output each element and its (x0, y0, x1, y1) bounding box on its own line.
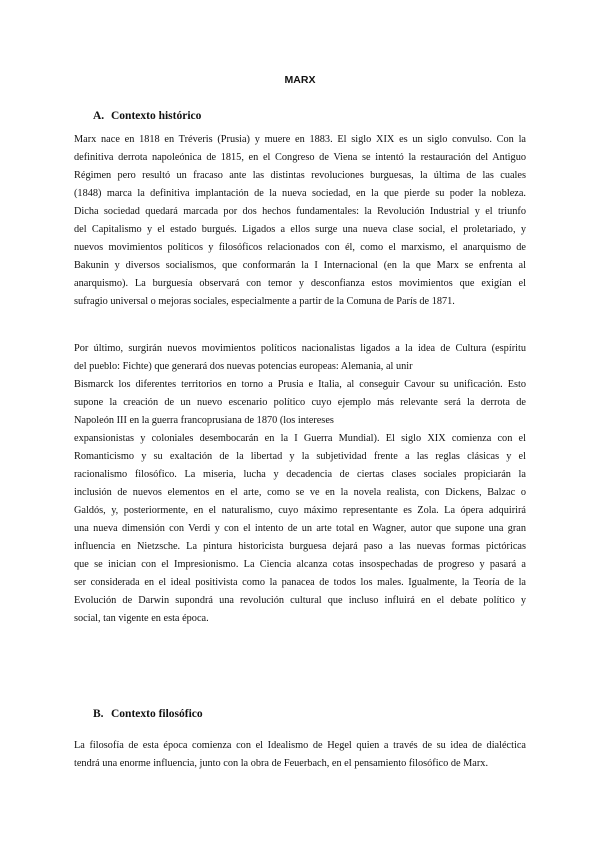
text-line: Evolución de Darwin supondrá una revolución cultural que incluso influirá en el debate político y (74, 595, 526, 606)
section-title: Contexto histórico (111, 110, 202, 122)
text-line: (1848) marca la definitiva implantación de la nueva sociedad, en la que pierde su poder la nobleza. (74, 188, 526, 199)
text-line: una nueva dimensión con Verdi y con el intento de un arte total en Wagner, autor que supone una gran (74, 523, 526, 534)
text-line: ser considerada en el ideal positivista como la panacea de todos los males. Igualmente, la Teoría de la (74, 577, 526, 588)
section-letter: A. (93, 110, 105, 122)
text-line: supone la creación de un nuevo escenario político cuyo ejemplo más relevante será la derrota de (74, 397, 526, 408)
text-line: Régimen pero resultó un fracaso ante las distintas revoluciones burguesas, la última de las cuales (74, 170, 526, 181)
paragraph-philosophical (74, 737, 526, 773)
text-line: definitiva derrota napoleónica de 1815, en el Congreso de Viena se intentó la restauración del Antiguo (74, 152, 526, 163)
paragraph-historical-1 (74, 131, 526, 311)
text-line: Napoleón III en la guerra francoprusiana de 1870 (los intereses (74, 415, 334, 426)
text-line: Bismarck los diferentes territorios en torno a Prusia e Italia, al conseguir Cavour su unificación. Esto (74, 379, 526, 390)
text-line: expansionistas y coloniales desembocarán en la I Guerra Mundial). El siglo XIX comienza con el (74, 433, 526, 444)
page-title: MARX (284, 74, 316, 86)
text-line: social, tan vigente en esta época. (74, 613, 209, 624)
section-letter: B. (93, 708, 104, 720)
text-line: influencia en Nietzsche. La pintura historicista burguesa dejará paso a las nuevas formas pictóricas (74, 541, 526, 552)
text-line: La filosofía de esta época comienza con el Idealismo de Hegel quien a través de su idea de dialéctica (74, 740, 526, 751)
section-heading-a (93, 110, 201, 122)
text-line: Dicha sociedad quedará marcada por dos hechos fundamentales: la Revolución Industrial y el triunfo (74, 206, 526, 217)
text-line: racionalismo filosófico. La miseria, lucha y decadencia de ciertas clases sociales propiciarán la (74, 469, 526, 480)
text-line: del pueblo: Fichte) que generará dos nuevas potencias europeas: Alemania, al unir (74, 361, 413, 372)
paragraph-historical-2 (74, 340, 526, 628)
text-line: Galdós, y, posteriormente, en el naturalismo, cuyo máximo representante es Zola. La ópera adquirirá (74, 505, 526, 516)
text-line: Bakunin y diversos socialismos, que conformarán la I Internacional (en la que Marx se enfrenta al (74, 260, 526, 271)
text-line: que se inician con el Impresionismo. La Ciencia alcanza cotas insospechadas de progreso y pasará a (74, 559, 526, 570)
section-title: Contexto filosófico (111, 708, 203, 720)
text-line: tendrá una enorme influencia, junto con la obra de Feuerbach, en el pensamiento filosófico de Marx. (74, 758, 489, 769)
text-line: del Capitalismo y el estado burgués. Ligados a ellos surge una nueva clase social, el proletariado, y (74, 224, 526, 235)
text-line: Por último, surgirán nuevos movimientos políticos nacionalistas ligados a la idea de Cultura (espíritu (74, 343, 526, 354)
text-line: anarquismo). La burguesía observará con temor y desconfianza estos movimientos que exigían el (74, 278, 526, 289)
text-line: Romanticismo y su exaltación de la libertad y la subjetividad frente a las reglas clásicas y el (74, 451, 526, 462)
text-line: inclusión de nuevos elementos en el arte, como se ve en la novela realista, con Dickens, Balzac o (74, 487, 526, 498)
text-line: Marx nace en 1818 en Tréveris (Prusia) y muere en 1883. El siglo XIX es un siglo convulso. Con la (74, 134, 526, 145)
section-heading-b (93, 708, 203, 720)
text-line: nuevos movimientos políticos y filosóficos relacionados con él, como el marxismo, el anarquismo de (74, 242, 526, 253)
text-line: sufragio universal o mejoras sociales, especialmente a partir de la Comuna de París de 1871. (74, 296, 455, 307)
